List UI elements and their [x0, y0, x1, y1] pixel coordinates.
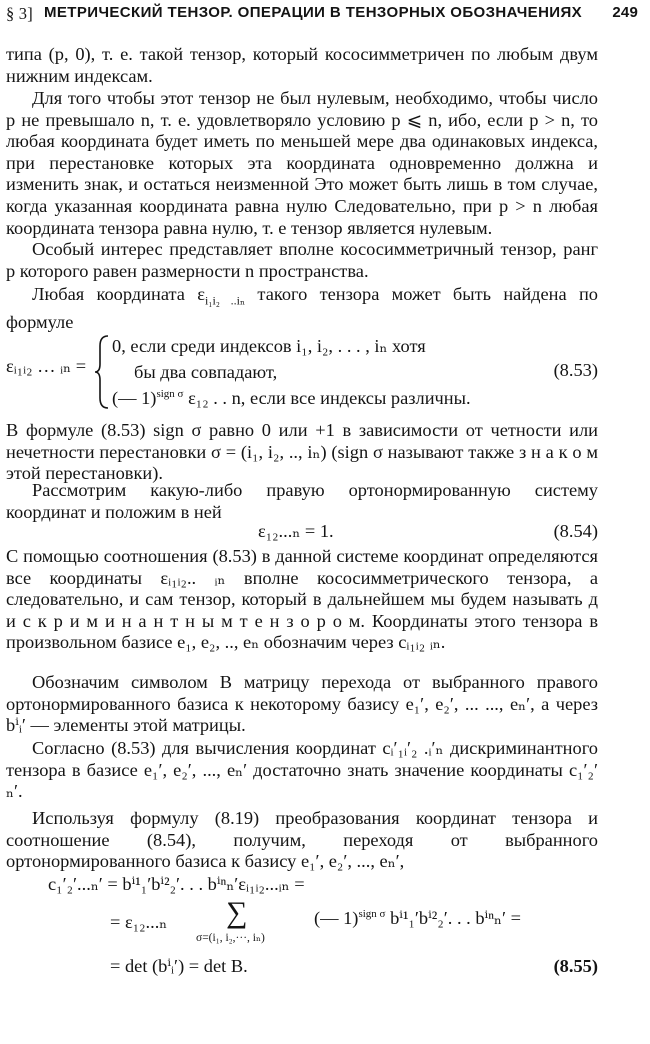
paragraph-10: Используя формулу (8.19) преобразования координат тензора и соотношение (8.54), получим, переходя от выбранного ортонормированного базиса к базису e₁′, e₂′, ..., eₙ′, [6, 808, 598, 872]
eq-8-53-number: (8.53) [553, 360, 598, 380]
eq-8-53-case2 [112, 388, 471, 409]
eq-8-53-lhs: εᵢ₁ᵢ₂ … ᵢₙ = [6, 356, 87, 376]
eq-8-55-line1: c₁′₂′...ₙ′ = bⁱ¹₁′bⁱ²₂′. . . bⁱⁿₙ′εᵢ₁ᵢ₂...ᵢₙ = [48, 874, 305, 894]
eq-8-55-line2-sign: (— 1) [314, 908, 359, 929]
running-title: МЕТРИЧЕСКИЙ ТЕНЗОР. ОПЕРАЦИИ В ТЕНЗОРНЫХ ОБОЗНАЧЕНИЯХ [44, 4, 583, 21]
left-brace-icon [94, 334, 110, 410]
paragraph-4-start: Любая координата ε [32, 284, 205, 304]
eq-8-53-case2-b: ε₁₂ . . n, если все индексы различны. [183, 388, 471, 409]
running-header [6, 4, 638, 28]
eq-8-55-number: (8.55) [553, 956, 598, 976]
paragraph-4-end: такого тензора может быть найдена по формуле [6, 284, 598, 333]
eq-8-55-line2-rhs [314, 908, 521, 929]
paragraph-2: Для того чтобы этот тензор не был нулевым, необходимо, чтобы число p не превышало n, т. е. удовлетворяло условию p ⩽ n, ибо, если p > n, то любая координата будет иметь по меньшей мере два одинаковых индекса, при перестановке которых эта координата одновременно должна и изменить знак, и остаться неизменной Это может быть лишь в том случае, когда указанная координата равна нулю Следовательно, при p > n любая координата тензора равна нулю, т. е тензор является нулевым. [6, 88, 598, 238]
sum-subscript: σ=(i₁, i₂,···, iₙ) [196, 932, 265, 944]
paragraph-7: С помощью соотношения (8.53) в данной системе координат определяются все координаты εᵢ₁ᵢ₂.. ᵢₙ вполне кососимметрического тензора, а следовательно, и сам тензор, который в дальнейшем мы будем называть д и с к р и м и н а н т н ы м т е н з о р о м. Координаты этого тензора в произвольном базисе e₁, e₂, .., eₙ обозначим через cᵢ₁ᵢ₂ ᵢₙ. [6, 546, 598, 653]
eq-8-53-case2-a: (— 1) [112, 388, 157, 409]
page-number: 249 [612, 4, 638, 21]
eq-8-54: ε₁₂...ₙ = 1. [258, 521, 334, 541]
eq-8-53-case1b: бы два совпадают, [134, 362, 278, 382]
paragraph-4-subscript: i₁i₂ ..iₙ [204, 293, 246, 308]
paragraph-8: Обозначим символом B матрицу перехода от выбранного правого ортонормированного базиса к некоторому базису e₁′, e₂′, ... ..., eₙ′, а через bⁱᵢ′ — элементы этой матрицы. [6, 672, 598, 736]
eq-8-53-case2-sup: sign σ [156, 388, 184, 400]
paragraph-1: типа (p, 0), т. е. такой тензор, который кососимметричен по любым двум нижним индексам. [6, 44, 598, 86]
eq-8-55-line2-lhs: = ε₁₂...ₙ [110, 912, 168, 932]
paragraph-5: В формуле (8.53) sign σ равно 0 или +1 в зависимости от четности или нечетности перестановки σ = (i₁, i₂, .., iₙ) (sign σ называют также з н а к о м этой перестановки). [6, 420, 598, 484]
section-marker: § 3] [6, 4, 33, 23]
sum-symbol: ∑ [226, 896, 248, 929]
eq-8-53-case1: 0, если среди индексов i₁, i₂, . . . , iₙ хотя [112, 336, 426, 356]
paragraph-9: Согласно (8.53) для вычисления координат cᵢ′₁ᵢ′₂ .ᵢ′ₙ дискриминантного тензора в базисе e₁′, e₂′, ..., eₙ′ достаточно знать значение координаты c₁′₂′ ₙ′. [6, 738, 598, 802]
paragraph-4 [6, 284, 598, 334]
eq-8-55-line2-sup: sign σ [358, 908, 386, 920]
paragraph-3: Особый интерес представляет вполне кососимметричный тензор, ранг p которого равен размерности n пространства. [6, 239, 598, 281]
paragraph-6: Рассмотрим какую-либо правую ортонормированную систему координат и положим в ней [6, 480, 598, 522]
eq-8-55-line2-product: bⁱ¹₁′bⁱ²₂′. . . bⁱⁿₙ′ = [385, 908, 521, 929]
eq-8-55-line3: = det (bⁱᵢ′) = det B. [110, 956, 248, 976]
eq-8-54-number: (8.54) [553, 521, 598, 541]
